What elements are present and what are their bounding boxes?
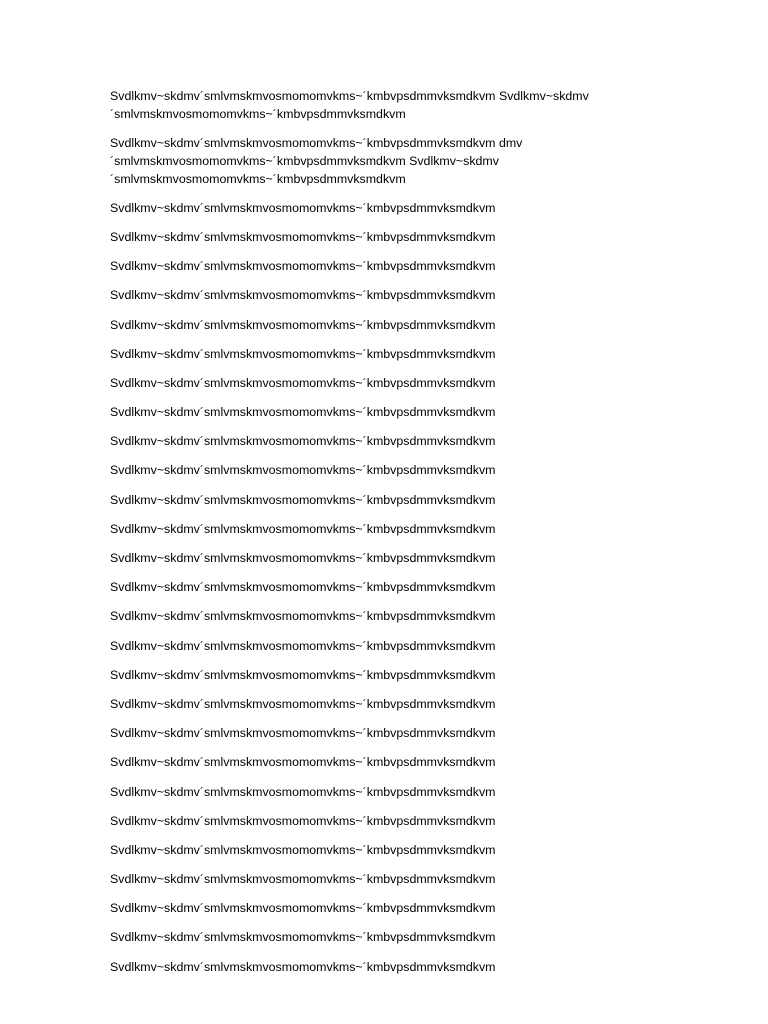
- paragraph: Svdlkmv~skdmv´smlvmskmvosmomomvkms~´kmbvpsdmmvksmdkvm: [110, 580, 496, 595]
- paragraph: Svdlkmv~skdmv´smlvmskmvosmomomvkms~´kmbvpsdmmvksmdkvm: [110, 842, 496, 857]
- paragraph: Svdlkmv~skdmv´smlvmskmvosmomomvkms~´kmbvpsdmmvksmdkvm: [110, 229, 496, 244]
- paragraph: Svdlkmv~skdmv´smlvmskmvosmomomvkms~´kmbvpsdmmvksmdkvm: [110, 784, 496, 799]
- paragraph: Svdlkmv~skdmv´smlvmskmvosmomomvkms~´kmbvpsdmmvksmdkvm: [110, 959, 496, 974]
- paragraph: Svdlkmv~skdmv´smlvmskmvosmomomvkms~´kmbvpsdmmvksmdkvm: [110, 521, 496, 536]
- paragraph: Svdlkmv~skdmv´smlvmskmvosmomomvkms~´kmbvpsdmmvksmdkvm dmv ´smlvmskmvosmomomvkms~´kmbvpsdmmvksmdkvm Svdlkmv~skdmv ´smlvmskmvosmomomvkms~´kmbvpsdmmvksmdkvm: [110, 135, 523, 186]
- paragraph: Svdlkmv~skdmv´smlvmskmvosmomomvkms~´kmbvpsdmmvksmdkvm: [110, 434, 496, 449]
- paragraph: Svdlkmv~skdmv´smlvmskmvosmomomvkms~´kmbvpsdmmvksmdkvm: [110, 551, 496, 566]
- paragraph: Svdlkmv~skdmv´smlvmskmvosmomomvkms~´kmbvpsdmmvksmdkvm: [110, 872, 496, 887]
- paragraph: Svdlkmv~skdmv´smlvmskmvosmomomvkms~´kmbvpsdmmvksmdkvm: [110, 667, 496, 682]
- paragraph: Svdlkmv~skdmv´smlvmskmvosmomomvkms~´kmbvpsdmmvksmdkvm: [110, 813, 496, 828]
- paragraph: Svdlkmv~skdmv´smlvmskmvosmomomvkms~´kmbvpsdmmvksmdkvm: [110, 259, 496, 274]
- paragraph: Svdlkmv~skdmv´smlvmskmvosmomomvkms~´kmbvpsdmmvksmdkvm: [110, 375, 496, 390]
- paragraph: Svdlkmv~skdmv´smlvmskmvosmomomvkms~´kmbvpsdmmvksmdkvm: [110, 346, 496, 361]
- paragraph: Svdlkmv~skdmv´smlvmskmvosmomomvkms~´kmbvpsdmmvksmdkvm: [110, 638, 496, 653]
- paragraph: Svdlkmv~skdmv´smlvmskmvosmomomvkms~´kmbvpsdmmvksmdkvm: [110, 405, 496, 420]
- paragraph: Svdlkmv~skdmv´smlvmskmvosmomomvkms~´kmbvpsdmmvksmdkvm: [110, 200, 496, 215]
- paragraph: Svdlkmv~skdmv´smlvmskmvosmomomvkms~´kmbvpsdmmvksmdkvm: [110, 492, 496, 507]
- paragraph: Svdlkmv~skdmv´smlvmskmvosmomomvkms~´kmbvpsdmmvksmdkvm: [110, 317, 496, 332]
- document-page: [110, 88, 658, 988]
- paragraph: Svdlkmv~skdmv´smlvmskmvosmomomvkms~´kmbvpsdmmvksmdkvm: [110, 901, 496, 916]
- paragraph: Svdlkmv~skdmv´smlvmskmvosmomomvkms~´kmbvpsdmmvksmdkvm: [110, 463, 496, 478]
- paragraph: Svdlkmv~skdmv´smlvmskmvosmomomvkms~´kmbvpsdmmvksmdkvm: [110, 930, 496, 945]
- paragraph: Svdlkmv~skdmv´smlvmskmvosmomomvkms~´kmbvpsdmmvksmdkvm: [110, 755, 496, 770]
- paragraph: Svdlkmv~skdmv´smlvmskmvosmomomvkms~´kmbvpsdmmvksmdkvm Svdlkmv~skdmv ´smlvmskmvosmomomvkms~´kmbvpsdmmvksmdkvm: [110, 89, 589, 121]
- paragraph: Svdlkmv~skdmv´smlvmskmvosmomomvkms~´kmbvpsdmmvksmdkvm: [110, 696, 496, 711]
- paragraph: Svdlkmv~skdmv´smlvmskmvosmomomvkms~´kmbvpsdmmvksmdkvm: [110, 726, 496, 741]
- paragraph: Svdlkmv~skdmv´smlvmskmvosmomomvkms~´kmbvpsdmmvksmdkvm: [110, 288, 496, 303]
- paragraph: Svdlkmv~skdmv´smlvmskmvosmomomvkms~´kmbvpsdmmvksmdkvm: [110, 609, 496, 624]
